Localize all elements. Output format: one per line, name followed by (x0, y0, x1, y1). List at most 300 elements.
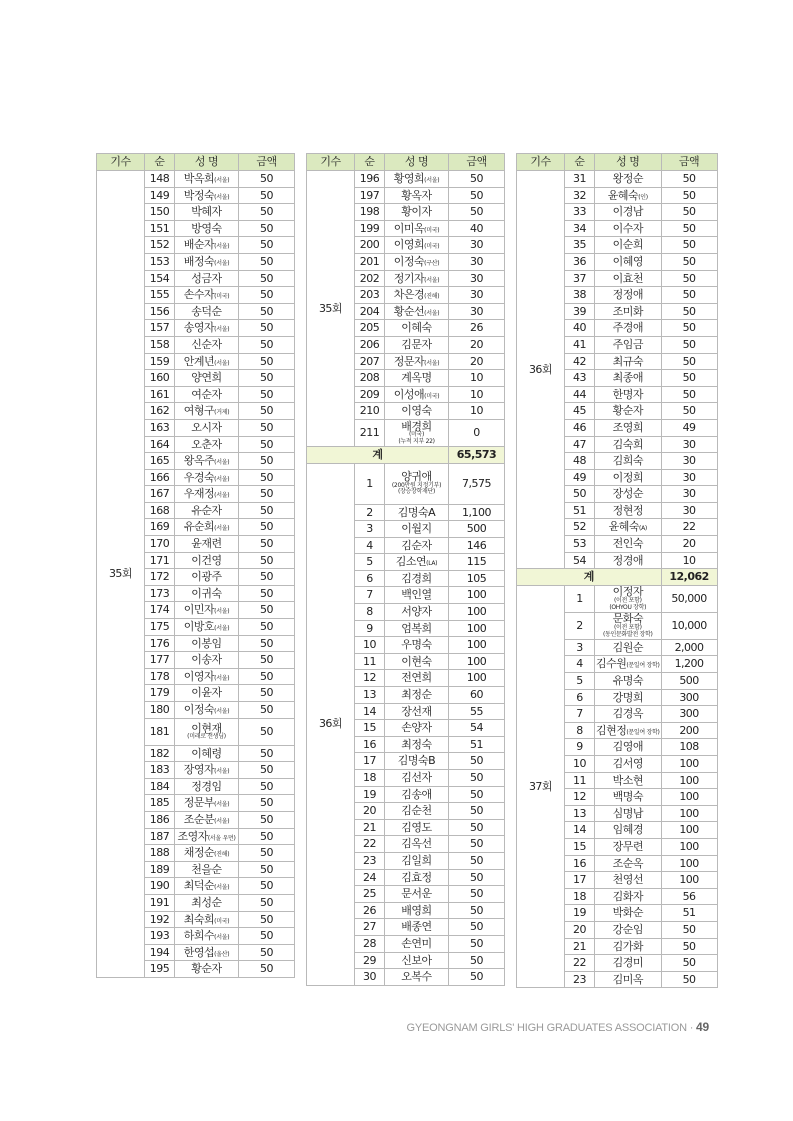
row-number: 54 (565, 552, 595, 569)
header-amount: 금액 (239, 154, 295, 171)
row-number: 173 (145, 585, 175, 602)
donor-name-text: 박화순 (612, 906, 643, 920)
donation-amount: 50 (239, 778, 295, 795)
row-number: 201 (355, 253, 385, 270)
donor-name (175, 204, 239, 221)
header-no: 순 (355, 154, 385, 171)
donor-name (385, 463, 449, 504)
donor-name-text: 김명숙B (397, 754, 436, 768)
donor-name-text: 김미옥 (612, 972, 643, 986)
donation-amount: 50 (239, 861, 295, 878)
donation-amount: 1,200 (661, 656, 717, 673)
donation-amount: 30 (661, 436, 717, 453)
row-number: 8 (355, 604, 385, 621)
donor-name-text: 오춘자 (191, 437, 222, 451)
donor-name (175, 762, 239, 779)
donation-amount: 10 (661, 552, 717, 569)
donor-table-middle (306, 153, 505, 986)
donor-name (175, 436, 239, 453)
donor-name-text: 정경임 (191, 779, 222, 793)
donor-name-text: 우명숙 (401, 638, 432, 652)
donor-name-text: 서양자 (401, 605, 432, 619)
row-number: 165 (145, 453, 175, 470)
donor-note: (인) (638, 193, 648, 201)
donor-name-text: 배종연 (401, 920, 432, 934)
donor-name-text: 이정숙 (393, 254, 425, 268)
donor-name-text: 조미화 (612, 304, 643, 318)
donor-name-text: 김희숙 (612, 454, 643, 468)
row-number: 206 (355, 336, 385, 353)
row-number: 6 (355, 570, 385, 587)
donor-name (385, 935, 449, 952)
donor-note: (서울) (424, 309, 440, 317)
subtotal-label: 계 (517, 569, 662, 586)
term-cell: 37회 (517, 585, 565, 987)
donor-name (595, 955, 662, 972)
donor-name (175, 303, 239, 320)
row-number: 199 (355, 220, 385, 237)
header-row (517, 154, 718, 171)
donor-name-text: 윤혜숙 (607, 188, 639, 202)
donor-name-text: 강순임 (612, 922, 643, 936)
donation-amount: 30 (661, 469, 717, 486)
donation-amount: 26 (449, 320, 505, 337)
donor-name-text: 장선재 (401, 704, 432, 718)
subtotal-row (307, 446, 505, 463)
donor-name-text: 이영희 (393, 238, 425, 252)
donor-name-text: 전연희 (401, 671, 432, 685)
donation-amount: 100 (661, 789, 717, 806)
donor-name (595, 303, 662, 320)
donor-name-text: 이현숙 (401, 654, 432, 668)
donor-name (175, 237, 239, 254)
donor-name (595, 187, 662, 204)
row-number: 13 (565, 805, 595, 822)
row-number: 180 (145, 702, 175, 719)
donor-name (175, 911, 239, 928)
donor-name (385, 703, 449, 720)
donor-name (595, 673, 662, 690)
row-number: 196 (355, 171, 385, 188)
donation-amount: 50 (661, 955, 717, 972)
donor-note: (서울) (214, 193, 230, 201)
donor-name-text: 심명남 (612, 806, 643, 820)
donation-amount: 54 (449, 720, 505, 737)
row-number: 153 (145, 253, 175, 270)
donor-note: (서울) (214, 259, 230, 267)
donor-name (175, 336, 239, 353)
donor-name-text: 한명자 (612, 387, 643, 401)
donor-name-text: 김소연 (395, 555, 427, 569)
donation-amount: 50 (239, 403, 295, 420)
donor-name (385, 570, 449, 587)
donor-name-text: 이혜영 (612, 254, 643, 268)
row-number: 11 (355, 653, 385, 670)
donor-note: (서울) (214, 934, 230, 942)
donation-amount: 100 (661, 872, 717, 889)
donor-name (175, 878, 239, 895)
donation-amount: 50 (239, 502, 295, 519)
donor-name-text: 조영희 (612, 420, 643, 434)
donor-name-text: 김가화 (612, 939, 643, 953)
donor-name (175, 287, 239, 304)
donor-name (385, 353, 449, 370)
donor-name-text: 계옥명 (401, 371, 432, 385)
row-number: 29 (355, 952, 385, 969)
donation-amount: 50 (661, 303, 717, 320)
row-number: 3 (355, 521, 385, 538)
donor-name-text: 백인열 (401, 588, 432, 602)
row-number: 20 (565, 921, 595, 938)
donor-name (595, 502, 662, 519)
donor-name (175, 778, 239, 795)
row-number: 1 (355, 463, 385, 504)
donor-table-right (516, 153, 718, 988)
row-number: 190 (145, 878, 175, 895)
donor-name-text: 이영자 (183, 669, 215, 683)
header-amount: 금액 (449, 154, 505, 171)
donation-amount: 30 (661, 502, 717, 519)
donor-name-text: 황순자 (612, 404, 643, 418)
donation-amount: 30 (449, 237, 505, 254)
donor-name-text: 김영애 (612, 740, 643, 754)
row-number: 30 (355, 969, 385, 986)
donation-amount: 50 (239, 961, 295, 978)
donor-name (595, 585, 662, 612)
donation-amount: 50 (661, 287, 717, 304)
donation-amount: 50 (239, 336, 295, 353)
donation-amount: 100 (449, 620, 505, 637)
row-number: 178 (145, 668, 175, 685)
row-number: 24 (355, 869, 385, 886)
donor-name (595, 689, 662, 706)
donation-amount: 100 (449, 587, 505, 604)
donor-name (595, 171, 662, 188)
donor-name (385, 370, 449, 387)
donor-name-text: 천영선 (612, 873, 643, 887)
row-number: 16 (565, 855, 595, 872)
donor-note: (서울) (214, 817, 230, 825)
row-number: 166 (145, 469, 175, 486)
donation-amount: 50 (239, 171, 295, 188)
header-row (307, 154, 505, 171)
donor-name-text: 이현재 (191, 721, 222, 735)
row-number: 18 (565, 888, 595, 905)
donor-name-text: 김현정 (596, 723, 627, 737)
donor-note: (서울) (424, 177, 440, 185)
donation-amount: 51 (661, 905, 717, 922)
donation-amount: 50 (449, 852, 505, 869)
donation-amount: 50 (449, 836, 505, 853)
donor-name-text: 우재정 (183, 487, 215, 501)
donation-amount: 50 (449, 969, 505, 986)
donation-amount: 50 (239, 652, 295, 669)
donor-name-text: 왕정순 (612, 172, 643, 186)
donor-name-text: 이건영 (191, 553, 222, 567)
donor-note: (200만원 지정기부) (391, 481, 442, 489)
donation-amount: 50 (661, 171, 717, 188)
donor-name-text: 송영자 (183, 321, 215, 335)
subtotal-amount: 65,573 (449, 446, 505, 463)
donor-name (595, 888, 662, 905)
donor-name (175, 253, 239, 270)
donor-name (595, 706, 662, 723)
donation-amount: 50 (239, 270, 295, 287)
donation-amount: 50 (239, 894, 295, 911)
row-number: 192 (145, 911, 175, 928)
donor-name-text: 한영섭 (183, 945, 215, 959)
donation-amount: 50 (239, 928, 295, 945)
row-number: 161 (145, 386, 175, 403)
donation-amount: 49 (661, 419, 717, 436)
donor-name-text: 유순희 (183, 520, 215, 534)
row-number: 23 (565, 971, 595, 988)
donor-name (385, 902, 449, 919)
row-number: 207 (355, 353, 385, 370)
donor-name-text: 오시자 (191, 420, 222, 434)
donor-name (175, 585, 239, 602)
donation-amount: 50 (449, 819, 505, 836)
row-number: 17 (565, 872, 595, 889)
donor-name-text: 최덕순 (183, 879, 215, 893)
table-row (517, 585, 718, 612)
donor-name (175, 403, 239, 420)
donation-amount: 50 (239, 702, 295, 719)
donation-amount: 100 (661, 805, 717, 822)
term-cell: 36회 (307, 463, 355, 985)
donor-note: (서울) (214, 243, 230, 251)
donor-name-text: 손양자 (401, 721, 432, 735)
donor-name (175, 486, 239, 503)
donor-name (595, 519, 662, 536)
donor-name-text: 방영숙 (191, 221, 222, 235)
term-cell: 35회 (97, 171, 145, 978)
donor-name-text: 김일희 (401, 853, 432, 867)
row-number: 188 (145, 845, 175, 862)
donor-name-text: 천을순 (191, 862, 222, 876)
donor-name (175, 502, 239, 519)
table-row (517, 171, 718, 188)
donor-name (385, 403, 449, 420)
row-number: 51 (565, 502, 595, 519)
row-number: 27 (355, 919, 385, 936)
donor-name (385, 204, 449, 221)
donor-name-text: 주임금 (612, 337, 643, 351)
donation-amount: 50 (239, 469, 295, 486)
donation-amount: 50 (239, 303, 295, 320)
donor-name (595, 838, 662, 855)
donor-name-text: 장영자 (183, 763, 215, 777)
donor-name (595, 938, 662, 955)
donor-name (175, 928, 239, 945)
donor-name (175, 171, 239, 188)
donor-note: (서울) (214, 492, 230, 500)
donor-note: (서울) (214, 359, 230, 367)
donor-note: (진해) (214, 851, 230, 859)
donor-name-text: 김선자 (401, 771, 432, 785)
donation-amount: 50 (449, 952, 505, 969)
donor-note: (서울) (424, 276, 440, 284)
donor-name-text: 최성순 (191, 895, 222, 909)
donor-name (175, 685, 239, 702)
donor-name-text: 이순희 (612, 238, 643, 252)
donor-name-text: 조순옥 (612, 856, 643, 870)
donor-name (595, 639, 662, 656)
donor-note: (미국) (424, 226, 440, 234)
donation-amount: 100 (661, 772, 717, 789)
donation-amount: 105 (449, 570, 505, 587)
donation-amount: 50 (239, 811, 295, 828)
row-number: 210 (355, 403, 385, 420)
row-number: 186 (145, 811, 175, 828)
row-number: 5 (565, 673, 595, 690)
donor-name-text: 박소현 (612, 773, 643, 787)
donation-amount: 50 (661, 938, 717, 955)
donor-name-text: 황순선 (393, 304, 425, 318)
row-number: 28 (355, 935, 385, 952)
donor-name-text: 오복수 (401, 970, 432, 984)
donor-name (175, 795, 239, 812)
donor-name (595, 921, 662, 938)
row-number: 182 (145, 745, 175, 762)
donor-name (175, 635, 239, 652)
donor-name-text: 박정숙 (183, 188, 215, 202)
term-cell: 36회 (517, 171, 565, 569)
donor-note: (서울) (214, 884, 230, 892)
donor-name (385, 604, 449, 621)
donor-note: (미래로 선생님) (187, 733, 226, 741)
row-number: 181 (145, 718, 175, 745)
row-number: 52 (565, 519, 595, 536)
donation-amount: 50 (239, 552, 295, 569)
donor-name-text: 박옥희 (183, 172, 215, 186)
row-number: 150 (145, 204, 175, 221)
donor-name-text: 김경희 (401, 571, 432, 585)
donation-amount: 50 (239, 619, 295, 636)
row-number: 170 (145, 536, 175, 553)
donation-amount: 50 (239, 204, 295, 221)
donor-name (175, 187, 239, 204)
donor-name-text: 백명숙 (612, 790, 643, 804)
donor-name-text: 하희수 (183, 929, 215, 943)
donation-amount: 50 (239, 878, 295, 895)
donation-amount: 50 (661, 370, 717, 387)
row-number: 177 (145, 652, 175, 669)
donor-name (595, 971, 662, 988)
donation-amount: 100 (449, 604, 505, 621)
donor-name-text: 최숙희 (183, 912, 215, 926)
donation-amount: 60 (449, 687, 505, 704)
donation-amount: 50 (661, 353, 717, 370)
donation-amount: 50 (661, 237, 717, 254)
donor-name-text: 김순자 (401, 538, 432, 552)
donation-amount: 7,575 (449, 463, 505, 504)
donor-name (175, 270, 239, 287)
donation-amount: 50 (239, 602, 295, 619)
header-row (97, 154, 295, 171)
row-number: 4 (355, 537, 385, 554)
row-number: 14 (355, 703, 385, 720)
donor-note: (A) (639, 525, 647, 533)
donation-amount: 100 (661, 838, 717, 855)
donation-amount: 30 (661, 486, 717, 503)
row-number: 2 (355, 504, 385, 521)
donor-name-text: 이정자 (612, 585, 643, 599)
donor-note-secondary: (누적 지부 22) (398, 437, 435, 445)
donor-name (385, 287, 449, 304)
donation-amount: 50 (239, 762, 295, 779)
donation-amount: 100 (661, 822, 717, 839)
row-number: 7 (565, 706, 595, 723)
donation-amount: 51 (449, 736, 505, 753)
donor-name-text: 배영희 (401, 903, 432, 917)
donor-name (595, 822, 662, 839)
donor-name (385, 419, 449, 446)
donor-note-secondary: (장승장학재단) (397, 488, 436, 496)
donation-amount: 50 (661, 187, 717, 204)
donation-amount: 50 (449, 171, 505, 188)
donor-name (385, 819, 449, 836)
row-number: 169 (145, 519, 175, 536)
row-number: 17 (355, 753, 385, 770)
donation-amount: 50 (661, 403, 717, 420)
donor-name (595, 486, 662, 503)
donation-amount: 50 (661, 270, 717, 287)
donation-amount: 300 (661, 689, 717, 706)
donor-name (175, 894, 239, 911)
header-name: 성 명 (385, 154, 449, 171)
donor-name-text: 이영숙 (401, 404, 432, 418)
donor-name-text: 이혜숙 (401, 321, 432, 335)
donor-name-text: 이귀숙 (191, 586, 222, 600)
donor-name-text: 김경미 (612, 956, 643, 970)
row-number: 162 (145, 403, 175, 420)
donor-name-text: 왕옥주 (183, 454, 215, 468)
donor-name (385, 969, 449, 986)
row-number: 16 (355, 736, 385, 753)
donation-amount: 56 (661, 888, 717, 905)
donation-amount: 10 (449, 403, 505, 420)
row-number: 9 (355, 620, 385, 637)
donor-name (595, 772, 662, 789)
donor-name-text: 장무련 (612, 839, 643, 853)
donor-name-text: 이민자 (183, 603, 215, 617)
header-name: 성 명 (175, 154, 239, 171)
donor-name (175, 668, 239, 685)
donor-name (595, 436, 662, 453)
row-number: 4 (565, 656, 595, 673)
row-number: 203 (355, 287, 385, 304)
row-number: 19 (355, 786, 385, 803)
donation-amount: 50 (449, 886, 505, 903)
row-number: 154 (145, 270, 175, 287)
donation-amount: 10 (449, 386, 505, 403)
donor-name-text: 이송자 (191, 653, 222, 667)
donor-name (175, 718, 239, 745)
row-number: 47 (565, 436, 595, 453)
donation-amount: 30 (449, 303, 505, 320)
donation-amount: 10 (449, 370, 505, 387)
donor-name (385, 852, 449, 869)
row-number: 33 (565, 204, 595, 221)
donation-amount: 50 (239, 187, 295, 204)
donor-name-text: 조순분 (183, 812, 215, 826)
row-number: 44 (565, 386, 595, 403)
page-number: 49 (696, 1020, 709, 1034)
donor-name-text: 주경애 (612, 321, 643, 335)
donor-name (595, 237, 662, 254)
donor-name (175, 536, 239, 553)
